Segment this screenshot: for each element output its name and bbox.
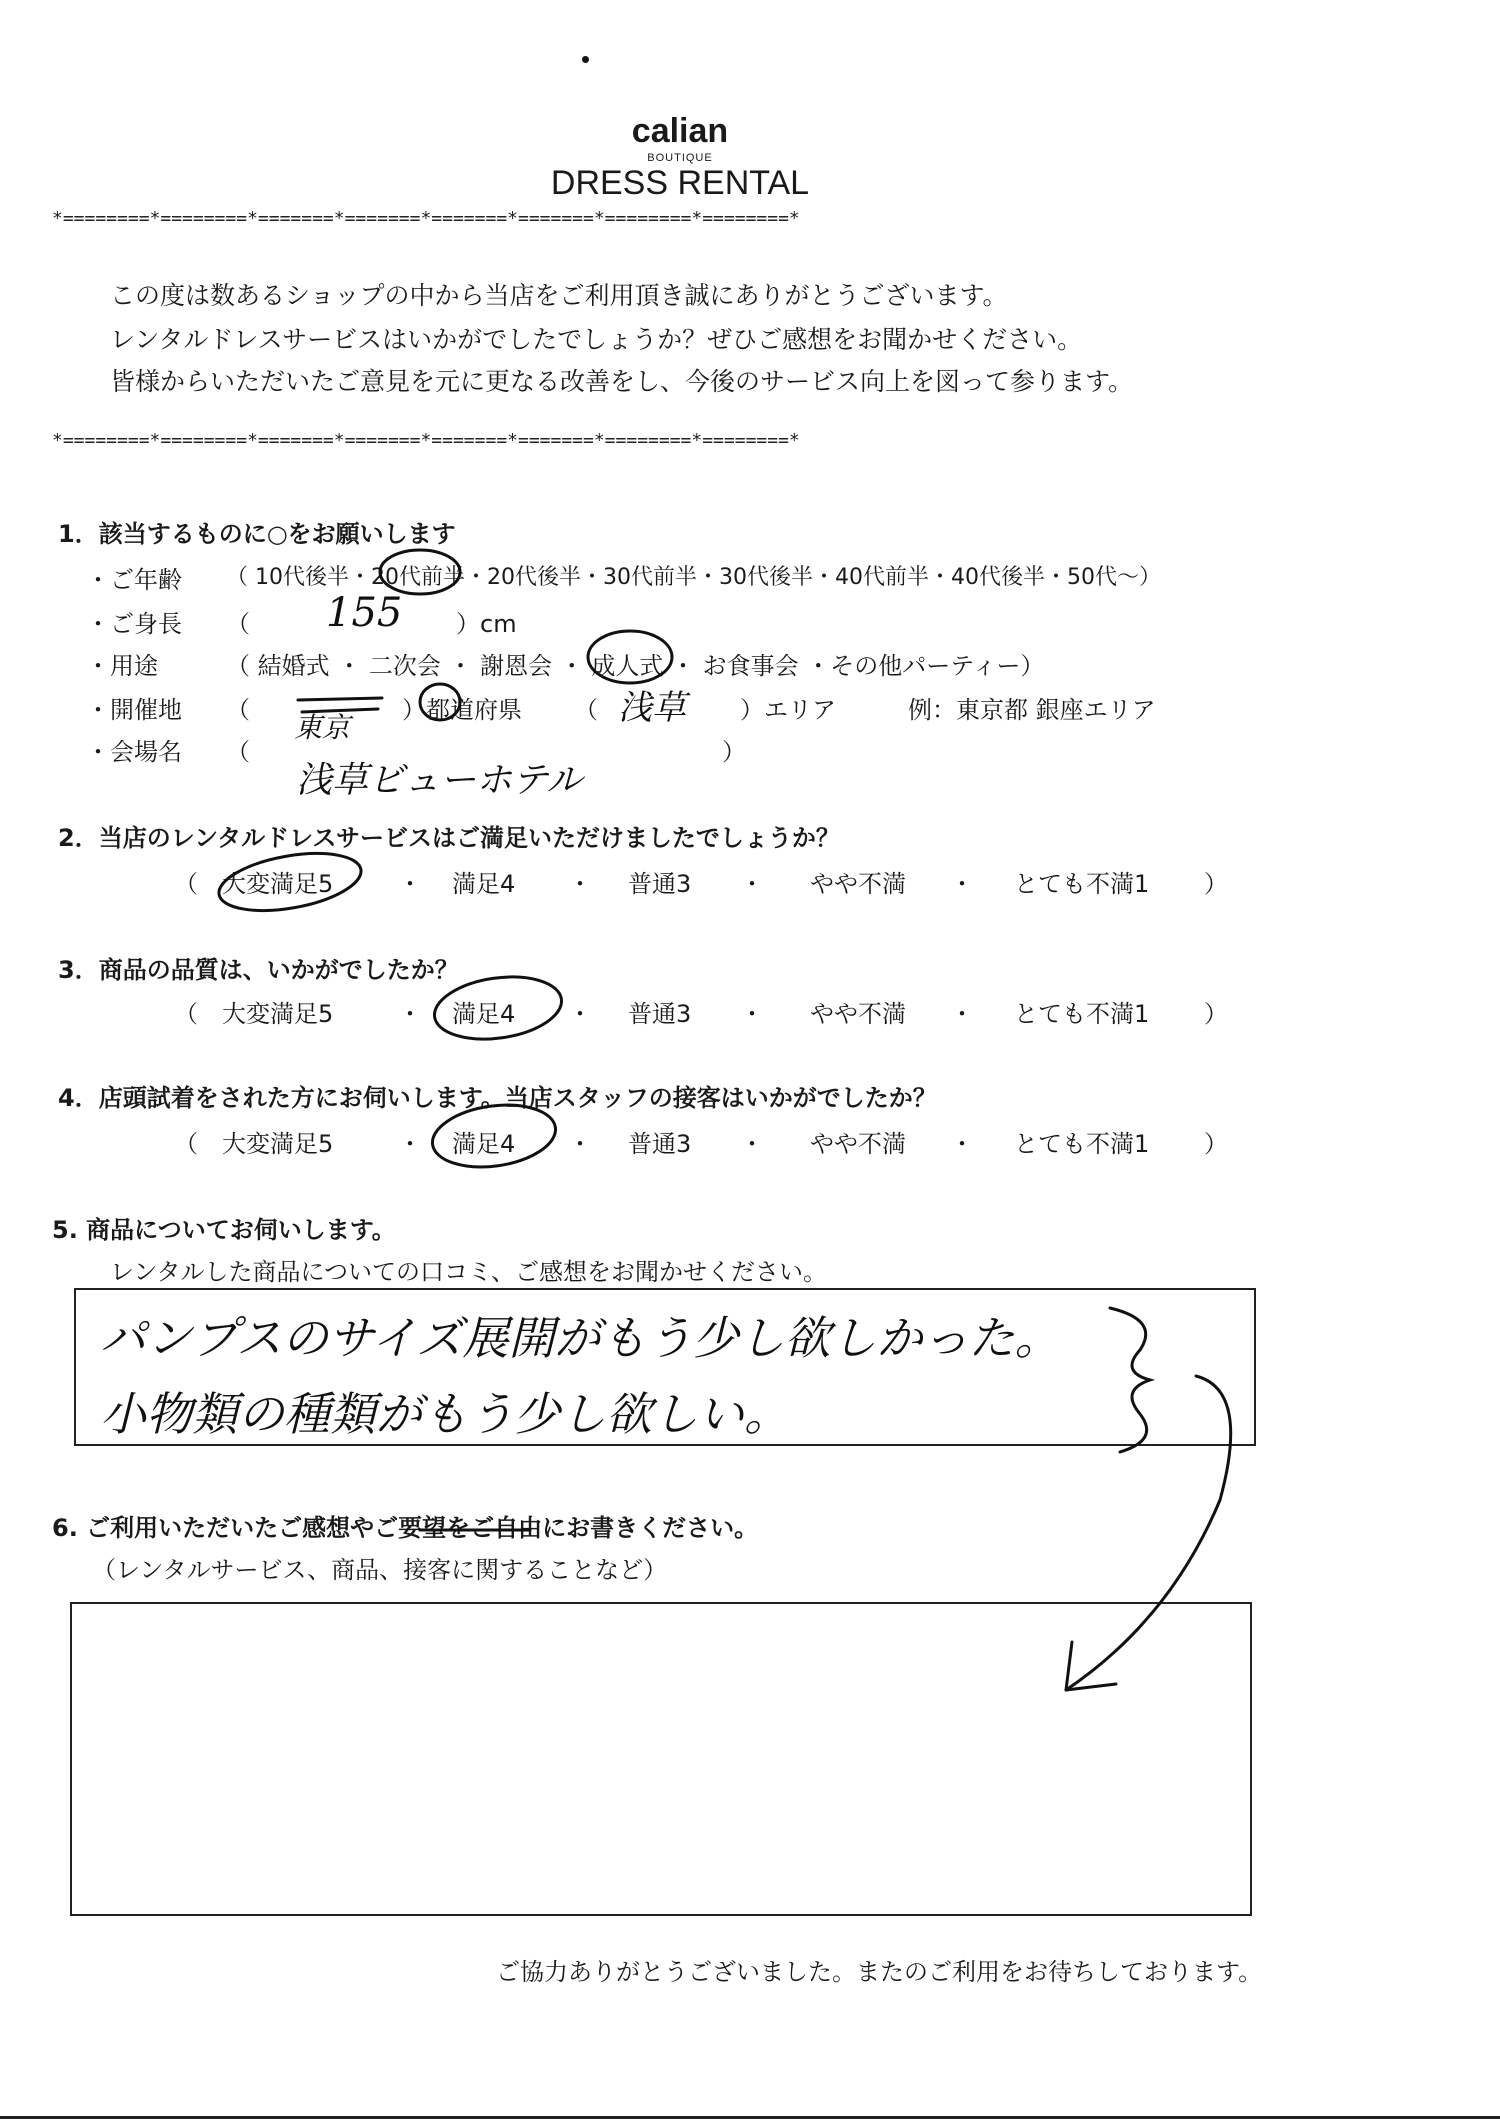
venue-pref-value[interactable]: 東京	[294, 711, 351, 744]
height-value[interactable]: 155	[326, 590, 403, 636]
pref-circle	[420, 684, 460, 720]
q2-sep: ・	[568, 870, 592, 898]
q4-option-4[interactable]: 満足4	[452, 1130, 516, 1158]
q2-option-5[interactable]: 大変満足5	[222, 870, 334, 898]
q4-sep: ・	[950, 1130, 974, 1158]
intro-line-3: 皆様からいただいたご意見を元に更なる改善をし、今後のサービス向上を図って参ります。	[110, 367, 1134, 396]
use-label: ・用途	[86, 652, 158, 680]
hall-label: ・会場名	[86, 738, 182, 766]
q5-subtitle: レンタルした商品についての口コミ、ご感想をお聞かせください。	[110, 1258, 827, 1286]
venue-label: ・開催地	[86, 696, 182, 724]
q2-option-3[interactable]: 普通3	[628, 870, 692, 898]
divider-bottom: *========*========*=======*=======*=======*=======*========*========*	[52, 430, 800, 451]
q3-option-2[interactable]: やや不満	[810, 1000, 906, 1028]
q2-circle	[215, 844, 366, 920]
brand-sub: BOUTIQUE	[647, 152, 713, 164]
age-circle	[380, 550, 460, 594]
brace-mark	[1110, 1308, 1150, 1452]
q2-paren-open: （	[174, 870, 198, 898]
intro-line-2: レンタルドレスサービスはいかがでしたでしょうか？ぜひご感想をお聞かせください。	[110, 325, 1083, 354]
q5-answer-line-2: 小物類の種類がもう少し欲しい。	[100, 1387, 790, 1441]
height-label: ・ご身長	[86, 610, 182, 638]
q2-option-2[interactable]: やや不満	[810, 870, 906, 898]
q3-option-5[interactable]: 大変満足5	[222, 1000, 334, 1028]
q4-sep: ・	[740, 1130, 764, 1158]
footer-message: ご協力ありがとうございました。またのご利用をお待ちしております。	[496, 1958, 1263, 1986]
q4-paren-open: （	[174, 1130, 198, 1158]
q4-option-1[interactable]: とても不満1	[1014, 1130, 1150, 1158]
q1-title: 1．該当するものに○をお願いします	[58, 520, 456, 548]
q3-sep: ・	[950, 1000, 974, 1028]
q4-sep: ・	[568, 1130, 592, 1158]
page-title: DRESS RENTAL	[550, 164, 810, 202]
intro-line-1: この度は数あるショップの中から当店をご利用頂き誠にありがとうございます。	[110, 281, 1008, 310]
venue-pref-unit: ）都道府県	[402, 696, 522, 724]
use-options[interactable]: （ 結婚式 ・ 二次会 ・ 謝恩会 ・ 成人式 ・ お食事会 ・その他パーティー）	[226, 652, 1045, 680]
q2-option-1[interactable]: とても不満1	[1014, 870, 1150, 898]
age-label: ・ご年齢	[86, 566, 182, 594]
hall-close: ）	[722, 738, 746, 766]
divider-top: *========*========*=======*=======*=======*=======*========*========*	[52, 208, 800, 229]
q3-sep: ・	[568, 1000, 592, 1028]
q2-title: 2．当店のレンタルドレスサービスはご満足いただけましたでしょうか？	[58, 824, 840, 852]
q4-option-2[interactable]: やや不満	[810, 1130, 906, 1158]
venue-pref-open: （	[226, 696, 250, 724]
q4-option-3[interactable]: 普通3	[628, 1130, 692, 1158]
q4-title: 4．店頭試着をされた方にお伺いします。当店スタッフの接客はいかがでしたか？	[58, 1084, 937, 1112]
strike-mark	[298, 698, 382, 712]
venue-area-open: （	[574, 696, 598, 724]
hall-open: （	[226, 738, 250, 766]
arrow-head	[1066, 1642, 1116, 1690]
q2-sep: ・	[740, 870, 764, 898]
q3-sep: ・	[398, 1000, 422, 1028]
venue-area-value[interactable]: 浅草	[618, 688, 686, 728]
q3-paren-close: ）	[1204, 1000, 1228, 1028]
hall-value[interactable]: 浅草ビューホテル	[296, 760, 583, 801]
q3-paren-open: （	[174, 1000, 198, 1028]
height-unit: ）cm	[456, 610, 517, 638]
q3-title: 3．商品の品質は、いかがでしたか？	[58, 956, 459, 984]
q2-sep: ・	[398, 870, 422, 898]
q3-option-4[interactable]: 満足4	[452, 1000, 516, 1028]
q4-option-5[interactable]: 大変満足5	[222, 1130, 334, 1158]
q3-sep: ・	[740, 1000, 764, 1028]
arrow-line	[1066, 1376, 1231, 1690]
q3-option-3[interactable]: 普通3	[628, 1000, 692, 1028]
q6-title: 6. ご利用いただいたご感想やご要望をご自由にお書きください。	[52, 1514, 759, 1542]
q2-paren-close: ）	[1204, 870, 1228, 898]
venue-area-unit: ）エリア	[740, 696, 836, 724]
q6-subtitle: （レンタルサービス、商品、接客に関することなど）	[92, 1556, 668, 1584]
brand-logo: calian	[631, 112, 729, 150]
height-open: （	[226, 610, 250, 638]
q3-option-1[interactable]: とても不満1	[1014, 1000, 1150, 1028]
use-circle	[588, 631, 672, 683]
q3-circle	[430, 969, 565, 1046]
q5-answer-line-1: パンプスのサイズ展開がもう少し欲しかった。	[100, 1311, 1061, 1365]
q5-title: 5. 商品についてお伺いします。	[52, 1216, 396, 1244]
q4-paren-close: ）	[1204, 1130, 1228, 1158]
venue-example: 例：東京都 銀座エリア	[908, 696, 1156, 724]
q2-option-4[interactable]: 満足4	[452, 870, 516, 898]
q2-sep: ・	[950, 870, 974, 898]
age-options[interactable]: （ 10代後半・20代前半・20代後半・30代前半・30代後半・40代前半・40代後半・50代～）	[226, 565, 1161, 590]
q4-sep: ・	[398, 1130, 422, 1158]
q4-circle	[428, 1098, 559, 1175]
